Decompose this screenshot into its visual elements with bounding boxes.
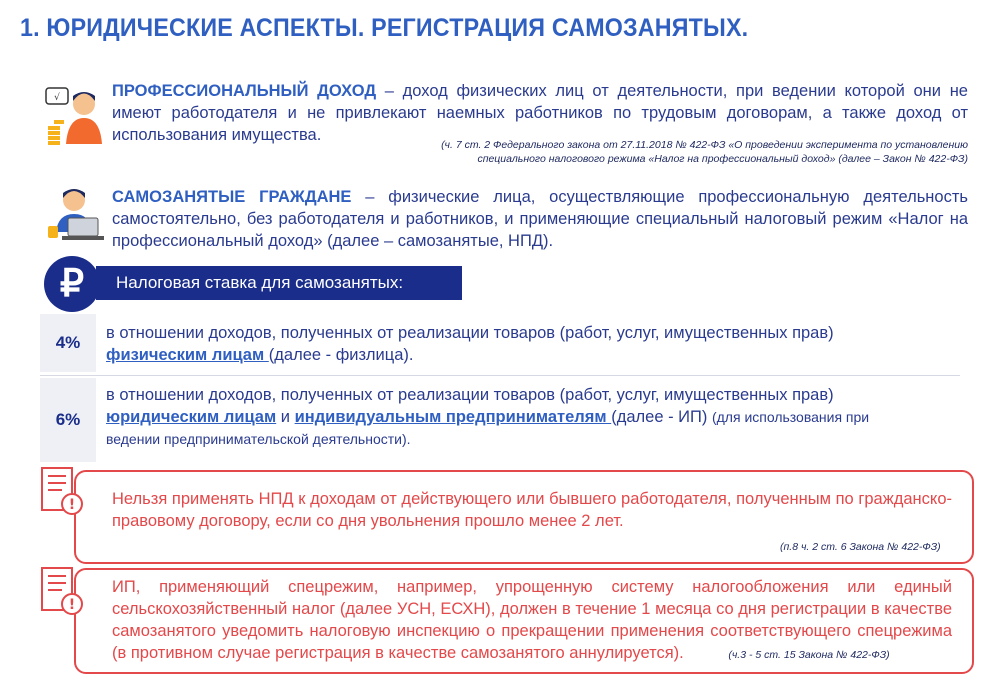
individuals-link: физическим лицам xyxy=(106,346,269,364)
page-title: 1. ЮРИДИЧЕСКИЕ АСПЕКТЫ. РЕГИСТРАЦИЯ САМОЗАНЯТЫХ. xyxy=(20,14,749,42)
svg-text:!: ! xyxy=(68,597,76,613)
term-self-employed: САМОЗАНЯТЫЕ ГРАЖДАНЕ xyxy=(112,188,352,206)
rate-row-rest: (далее - ИП) xyxy=(611,408,712,426)
conjunction: и xyxy=(276,408,295,426)
tax-rate-banner xyxy=(96,266,462,300)
rate-row-6-text xyxy=(106,384,966,450)
rate-row-note: (для использования при xyxy=(711,409,870,425)
definition-text: – физические лица, осуществляющие профессиональную деятельность самостоятельно, без работодателя и работников, и применяющие специальный налоговый режим «Налог на профессиональный доход» (далее – самозанятые, НПД). xyxy=(112,188,968,250)
warning-former-employer-text: Нельзя применять НПД к доходам от действующего или бывшего работодателя, полученным по гражданско-правовому договору, если со дня увольнения прошло менее 2 лет. xyxy=(112,490,952,530)
rate-row-4-text xyxy=(106,322,966,366)
term-professional-income: ПРОФЕССИОНАЛЬНЫЙ ДОХОД xyxy=(112,82,377,100)
freelancer-coins-icon xyxy=(44,84,106,146)
ruble-icon: ₽ xyxy=(44,256,100,312)
warning-document-icon xyxy=(38,466,86,520)
rate-6-percent: 6% xyxy=(40,378,96,462)
definition-text: – доход физических лиц от деятельности, при ведении которой они не имеют работодателя и не привлекают наемных работников по трудовым договорам, а также доход от использования имущества. xyxy=(112,82,968,144)
definition-professional-income xyxy=(112,80,968,146)
divider xyxy=(40,375,960,376)
self-employed-laptop-icon xyxy=(44,184,106,244)
entrepreneurs-link: индивидуальным предпринимателям xyxy=(294,408,612,426)
law-reference-line: (ч. 7 ст. 2 Федерального закона от 27.11.2018 № 422-ФЗ «О проведении эксперимента по установлению xyxy=(441,139,968,151)
rate-row-line: в отношении доходов, полученных от реализации товаров (работ, услуг, имущественных прав) xyxy=(106,324,834,342)
rate-row-note: ведении предпринимательской деятельности). xyxy=(106,431,411,447)
warning-special-regime-source: (ч.3 - 5 ст. 15 Закона № 422-ФЗ) xyxy=(728,649,890,661)
warning-former-employer-source: (п.8 ч. 2 ст. 6 Закона № 422-ФЗ) xyxy=(780,541,941,553)
svg-text:√: √ xyxy=(54,93,60,103)
definition-self-employed xyxy=(112,186,968,252)
law-reference xyxy=(390,138,968,166)
warning-special-regime-text xyxy=(112,576,952,666)
svg-text:!: ! xyxy=(68,497,76,513)
rate-4-percent: 4% xyxy=(40,314,96,372)
law-reference-line: специального налогового режима «Налог на профессиональный доход» (далее – Закон № 422-ФЗ) xyxy=(477,153,968,165)
rate-row-rest: (далее - физлица). xyxy=(268,346,414,364)
legal-entities-link: юридическим лицам xyxy=(106,408,277,426)
warning-special-regime-body: ИП, применяющий спецрежим, например, упрощенную систему налогообложения или единый сельскохозяйственный налог (далее УСН, ЕСХН), должен в течение 1 месяца со дня регистрации в качестве самозанятого уведомить налоговую инспекцию о прекращении применения соответствующего спецрежима (в противном случае регистрация в качестве самозанятого аннулируется). xyxy=(112,578,952,662)
warning-document-icon xyxy=(38,566,86,620)
rate-row-line: в отношении доходов, полученных от реализации товаров (работ, услуг, имущественных прав) xyxy=(106,386,834,404)
tax-rate-banner-label: Налоговая ставка для самозанятых: xyxy=(116,273,404,292)
